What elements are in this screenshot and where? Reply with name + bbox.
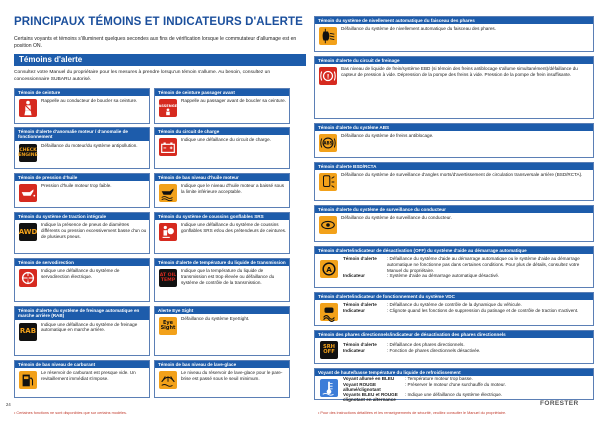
fuel-icon bbox=[19, 371, 37, 389]
warning-card-seatbelt-title: Témoin de ceinture bbox=[15, 89, 149, 96]
page-number: 24 bbox=[6, 402, 11, 407]
seatbelt-icon bbox=[19, 99, 37, 117]
warning-card-battery-title: Témoin du circuit de charge bbox=[155, 128, 289, 135]
warning-card-brake-text: Bas niveau de liquide de frein/système EBD (si témoin des freins antiblocage s'allume simultanément)/défaillance du capteur de pression à vide. Dépression de la pompe des freins à vide. Pression de la pompe de frein insuffisante. bbox=[341, 66, 578, 77]
warning-card-fuel-title: Témoin de bas niveau de carburant bbox=[15, 361, 149, 368]
page-intro: Certains voyants et témoins s'illuminent quelques secondes aux fins de vérification lorsque le commutateur d'allumage est en position ON. bbox=[14, 36, 297, 49]
awd-icon: AWD bbox=[19, 223, 37, 241]
srh-card bbox=[314, 330, 594, 364]
coolant-card-title: Voyant de haute/basse température du liquide de refroidissement bbox=[315, 369, 593, 376]
warning-card-brake-title: Témoin d'alerte du circuit de freinage bbox=[315, 57, 593, 64]
footer-note-right: • Pour des instructions détaillées et les renseignements de sécurité, veuillez consulter le Manuel du propriétaire. bbox=[318, 411, 507, 415]
warning-card-check-engine-text: Défaillance du moteur/du système antipollution. bbox=[41, 142, 138, 148]
warning-card-battery bbox=[154, 127, 290, 169]
oil-can-icon bbox=[19, 184, 37, 202]
warning-card-passenger-seatbelt bbox=[154, 88, 290, 124]
warning-card-passenger-seatbelt-text: Rappelle au passager avant de boucler sa ceinture. bbox=[181, 98, 286, 104]
footer-note-left: • Certaines fonctions ne sont disponibles que sur certains modèles. bbox=[14, 411, 127, 415]
hsa-card-title: Témoin d'alerte/indicateur de désactivation (OFF) du système d'aide au démarrage automatique bbox=[315, 247, 593, 254]
warning-card-awd-text: Indique la présence de pneus de diamètres différents ou pression excessivement basse d'un ou de plusieurs pneus. bbox=[41, 222, 147, 239]
washer-fluid-icon bbox=[159, 371, 177, 389]
warning-card-abs bbox=[314, 123, 594, 158]
svg-text:!: ! bbox=[26, 275, 30, 283]
warning-card-brake bbox=[314, 56, 594, 119]
warning-card-power-steering bbox=[14, 258, 150, 302]
warning-card-eyesight-text: Défaillance du système EyeSight. bbox=[181, 316, 250, 322]
coolant-rows bbox=[343, 376, 591, 402]
warning-card-oil-level-text: Indique que le niveau d'huile moteur a baissé sous la limite inférieure acceptable. bbox=[181, 183, 285, 194]
warning-card-rab-text: Indique une défaillance du système de freinage automatique en marche arrière. bbox=[41, 321, 138, 333]
bsd-rcta-icon bbox=[319, 173, 337, 191]
warning-card-driver-monitoring bbox=[314, 205, 594, 242]
coolant-temp-icon bbox=[320, 379, 338, 397]
coolant-row-blue: Voyant allumé en BLEU : Température moteur trop basse. bbox=[343, 376, 473, 382]
at-oil-temp-icon: AT OIL TEMP bbox=[159, 269, 177, 287]
hsa-card bbox=[314, 246, 594, 288]
page-title: PRINCIPAUX TÉMOINS ET INDICATEURS D'ALERTE bbox=[14, 16, 303, 28]
srh-row-indicator: Indicateur : Fonction de phares directionnels désactivée. bbox=[343, 348, 481, 353]
warning-card-airbag bbox=[154, 212, 290, 254]
warning-card-bsd-rcta-title: Témoin d'alerte BSD/RCTA bbox=[315, 163, 593, 170]
warning-card-washer-fluid-text: Le niveau du réservoir de lave-glace pour le pare-brise est passé sous le seuil minimum. bbox=[181, 370, 283, 381]
warning-card-eyesight bbox=[154, 306, 290, 356]
warning-card-fuel bbox=[14, 360, 150, 398]
warning-card-washer-fluid-title: Témoin de bas niveau de lave-glace bbox=[155, 361, 289, 368]
warning-card-bsd-rcta-text: Défaillance du système de surveillance d'angles morts/d'avertissement de circulation transversale arrière (BSD/RCTA). bbox=[341, 172, 583, 178]
warning-card-at-oil-temp bbox=[154, 258, 290, 302]
battery-icon bbox=[159, 138, 177, 156]
warning-card-awd-title: Témoin du système de traction intégrale bbox=[15, 213, 149, 220]
svg-text:PASSENGER: PASSENGER bbox=[156, 104, 180, 109]
headlight-leveling-icon bbox=[319, 27, 337, 45]
warning-card-headlight-leveling-text: Défaillance du système de nivellement automatique du faisceau des phares. bbox=[341, 26, 497, 32]
rab-icon: RAB bbox=[19, 323, 37, 341]
warning-card-eyesight-title: Alerte Eye Sight bbox=[155, 307, 289, 314]
svg-text:ABS: ABS bbox=[323, 141, 333, 147]
eyesight-icon: Eye Sight bbox=[159, 317, 177, 335]
brand-logo: FORESTER bbox=[540, 400, 579, 407]
vdc-icon bbox=[320, 303, 338, 321]
warning-card-driver-monitoring-text: Défaillance du système de surveillance du conducteur. bbox=[341, 215, 452, 221]
oil-level-icon bbox=[159, 184, 177, 202]
warning-card-oil-level-title: Témoin de bas niveau d'huile moteur bbox=[155, 174, 289, 181]
hill-start-icon bbox=[320, 260, 338, 278]
svg-text:!: ! bbox=[326, 73, 330, 81]
warning-card-headlight-leveling bbox=[314, 16, 594, 52]
coolant-row-alternate: Voyants BLEU et ROUGE clignotant en alternance : Indique une défaillance du système électrique. bbox=[343, 392, 503, 403]
vdc-row-warning: Témoin d'alerte : Défaillance du système de contrôle de la dynamique du véhicule. bbox=[343, 302, 522, 308]
vdc-card bbox=[314, 292, 594, 326]
warning-card-battery-text: Indique une défaillance du circuit de charge. bbox=[181, 137, 271, 143]
warning-card-airbag-title: Témoin du système de coussins gonflables SRS bbox=[155, 213, 289, 220]
warning-card-rab bbox=[14, 306, 150, 356]
section-intro: Consultez votre Manuel du propriétaire pour les mesures à prendre lorsqu'un témoin s'allume. Au besoin, consultez un concessionnaire SUBARU autorisé. bbox=[14, 70, 271, 82]
vdc-card-title: Témoin d'alerte/indicateur de fonctionnement du système VDC bbox=[315, 293, 593, 300]
warning-card-washer-fluid bbox=[154, 360, 290, 398]
vdc-rows bbox=[343, 302, 591, 313]
warning-card-power-steering-text: Indique une défaillance du système de servodirection électrique. bbox=[41, 268, 120, 279]
warning-card-headlight-leveling-title: Témoin du système de nivellement automatique du faisceau des phares bbox=[315, 17, 593, 24]
warning-card-passenger-seatbelt-title: Témoin de ceinture passager avant bbox=[155, 89, 289, 96]
driver-monitoring-icon bbox=[319, 216, 337, 234]
warning-card-seatbelt-text: Rappelle au conducteur de boucler sa ceinture. bbox=[41, 98, 138, 104]
warning-card-check-engine-title: Témoin d'alerte d'anomalie moteur / d'anomalie de fonctionnement bbox=[15, 128, 149, 141]
abs-icon bbox=[319, 134, 337, 152]
warning-card-at-oil-temp-text: Indique que la température du liquide de transmission est trop élevée ou défaillance du système de contrôle de la transmission. bbox=[181, 268, 275, 285]
warning-card-seatbelt bbox=[14, 88, 150, 124]
warning-card-oil-can-text: Pression d'huile moteur trop faible. bbox=[41, 183, 112, 189]
coolant-card bbox=[314, 368, 594, 403]
srh-rows bbox=[343, 342, 591, 353]
warning-card-driver-monitoring-title: Témoin d'alerte du système de surveillance du conducteur bbox=[315, 206, 593, 213]
airbag-icon bbox=[159, 223, 177, 241]
warning-card-oil-can-title: Témoin de pression d'huile bbox=[15, 174, 149, 181]
srh-row-warning: Témoin d'alerte : Défaillance des phares directionnels. bbox=[343, 342, 465, 348]
warning-card-airbag-text: Indique une défaillance du système de coussins gonflables SRS et/ou des prétendeurs de ceintures. bbox=[181, 222, 287, 233]
warning-card-bsd-rcta bbox=[314, 162, 594, 201]
warning-card-at-oil-temp-title: Témoin d'alerte de température du liquide de transmission bbox=[155, 259, 289, 266]
brake-icon bbox=[319, 67, 337, 85]
warning-card-oil-can bbox=[14, 173, 150, 208]
hsa-row-warning: Témoin d'alerte : Défaillance du système d'aide au démarrage automatique ou le système d'aide au démarrage automatique ne fonctionne pas dans certaines conditions. Pour plus de détails, consultez votre Manuel du propriétaire. bbox=[343, 256, 580, 273]
warning-card-fuel-text: Le réservoir de carburant est presque vide. Un revitaillement immédiat s'impose. bbox=[41, 370, 136, 381]
warning-card-abs-text: Défaillance du système de freins antiblocage. bbox=[341, 133, 434, 139]
warning-card-oil-level bbox=[154, 173, 290, 208]
warning-card-abs-title: Témoin d'alerte du système ABS bbox=[315, 124, 593, 131]
warning-card-rab-title: Témoin d'alerte du système de freinage automatique en marche arrière (RAB) bbox=[15, 307, 149, 320]
srh-card-title: Témoin des phares directionnels/indicateur de désactivation des phares directionnels bbox=[315, 331, 593, 338]
passenger-seatbelt-icon bbox=[156, 99, 180, 117]
warning-card-awd bbox=[14, 212, 150, 254]
vdc-row-indicator: Indicateur : Clignote quand les fonctions de suppression du patinage et de contrôle de traction s'activent. bbox=[343, 308, 579, 313]
section-title: Témoins d'alerte bbox=[14, 54, 306, 66]
warning-card-power-steering-title: Témoin de servodirection bbox=[15, 259, 149, 266]
srh-off-icon: SRH OFF bbox=[320, 341, 338, 359]
coolant-row-red: Voyant ROUGE allumé/clignotant : Préserver le moteur d'une surchauffe du moteur. bbox=[343, 381, 506, 392]
check-engine-icon: CHECK ENGINE bbox=[19, 144, 37, 162]
power-steering-icon bbox=[19, 269, 37, 287]
hsa-rows bbox=[343, 256, 591, 278]
warning-card-check-engine bbox=[14, 127, 150, 169]
hsa-row-indicator: Indicateur : Système d'aide au démarrage automatique désactivé. bbox=[343, 273, 500, 279]
svg-text:A: A bbox=[326, 265, 332, 275]
